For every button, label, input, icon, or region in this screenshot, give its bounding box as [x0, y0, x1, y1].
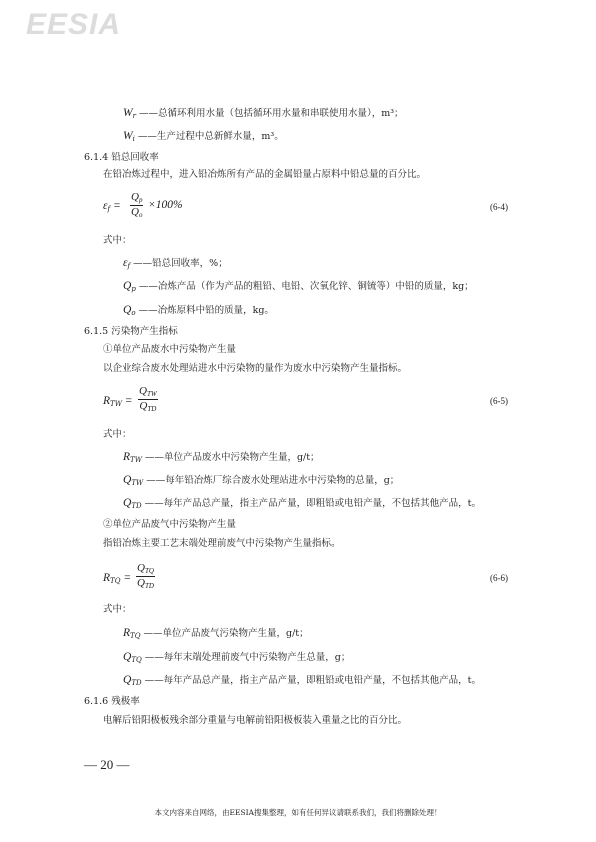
- def-qo: $Q_o$ ——冶炼原料中铅的质量，kg。: [123, 304, 274, 317]
- def-qp: $Q_p$ ——冶炼产品（作为产品的粗铅、电铅、次氧化锌、铜锍等）中铅的质量，kg；: [123, 280, 474, 293]
- eesia-logo: EESIA: [26, 8, 122, 41]
- footer-note: 本文内容来自网络，由EESIA搜集整理，如有任何异议请联系我们，我们将删除处理！: [154, 808, 442, 817]
- equation-6-6-number: (6-6): [490, 573, 508, 583]
- def-qtd: $Q_{TD}$ ——每年产品总产量，指主产品产量，即粗铅或电铅产量，不包括其他产品，t。: [123, 497, 481, 510]
- item-1-title: ①单位产品废水中污染物产生量: [103, 344, 237, 355]
- def-ef: $\varepsilon_f$ ——铅总回收率，%；: [123, 257, 228, 270]
- section-6-1-4-title: 6.1.4 铅总回收率: [84, 152, 159, 163]
- equation-6-4: $\varepsilon_f$ =: [103, 200, 121, 213]
- section-6-1-4-body: 在铅冶炼过程中，进入铅冶炼所有产品的金属铅量占原料中铅总量的百分比。: [103, 169, 427, 180]
- equation-6-6-fraction: $Q_{TQ}$ $Q_{TD}$: [137, 562, 154, 591]
- equation-6-4-number: (6-4): [490, 202, 508, 212]
- var-wr-desc: ——总循环利用水量（包括循环用水量和串联使用水量），m³；: [138, 108, 404, 119]
- def-qtw: $Q_{TW}$ ——每年铅冶炼厂综合废水处理站进水中污染物的总量，g；: [123, 474, 400, 487]
- var-wi: $W_i$ ——生产过程中总新鲜水量，m³。: [123, 130, 284, 143]
- equation-6-4-fraction: $\frac{Q_p}{Q_o}$: [131, 191, 143, 220]
- where-label: 式中：: [103, 235, 132, 246]
- equation-6-5: $R_{TW}$ =: [103, 395, 133, 408]
- var-wi-desc: ——生产过程中总新鲜水量，m³。: [137, 131, 284, 142]
- equation-6-4-rest: ×100%: [148, 199, 183, 211]
- def-rtq: $R_{TQ}$ ——单位产品废气污染物产生量，g/t；: [123, 627, 309, 640]
- var-wr: $W_r$ ——总循环利用水量（包括循环用水量和串联使用水量），m³；: [123, 107, 404, 120]
- where-label: 式中：: [103, 429, 132, 440]
- item-1-body: 以企业综合废水处理站进水中污染物的量作为废水中污染物产生量指标。: [103, 363, 408, 374]
- item-2-title: ②单位产品废气中污染物产生量: [103, 519, 237, 530]
- equation-6-5-fraction: $Q_{TW}$ $Q_{TD}$: [139, 385, 157, 414]
- page-number: — 20 —: [84, 757, 130, 772]
- where-label: 式中：: [103, 604, 132, 615]
- section-6-1-6-body: 电解后铅阳极板残余部分重量与电解前铅阳极板装入重量之比的百分比。: [103, 715, 408, 726]
- section-6-1-6-title: 6.1.6 残极率: [84, 696, 140, 707]
- def-qtd: $Q_{TD}$ ——每年产品总产量，指主产品产量，即粗铅或电铅产量，不包括其他产品，t。: [123, 674, 481, 687]
- section-6-1-5-title: 6.1.5 污染物产生指标: [84, 326, 178, 337]
- def-qtq: $Q_{TQ}$ ——每年末端处理前废气中污染物产生总量，g；: [123, 651, 351, 664]
- def-rtw: $R_{TW}$ ——单位产品废水中污染物产生量，g/t；: [123, 451, 320, 464]
- equation-6-6: $R_{TQ}$ =: [103, 572, 132, 585]
- equation-6-5-number: (6-5): [490, 396, 508, 406]
- item-2-body: 指铅冶炼主要工艺末端处理前废气中污染物产生量指标。: [103, 538, 341, 549]
